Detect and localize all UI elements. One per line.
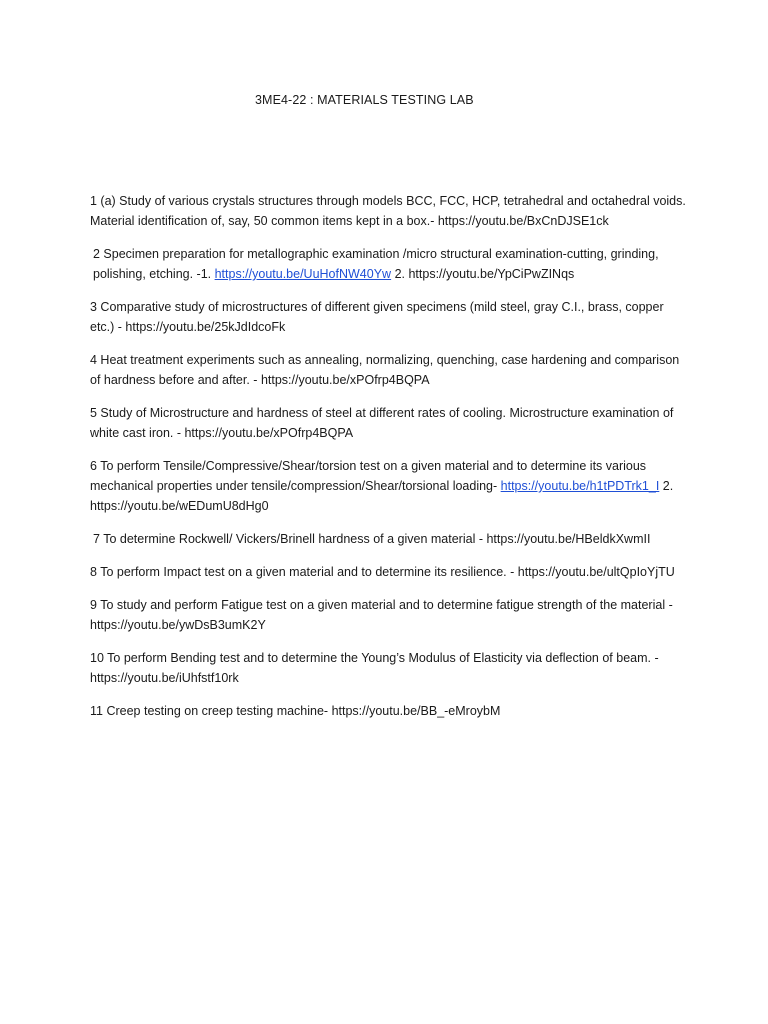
video-link[interactable]: https://youtu.be/UuHofNW40Yw [214, 267, 392, 281]
list-item [90, 648, 690, 688]
item-text: 7 To determine Rockwell/ Vickers/Brinell hardness of a given material - https://youtu.be/HBeldkXwmII [93, 532, 651, 546]
item-text: 10 To perform Bending test and to determine the Young’s Modulus of Elasticity via deflection of beam. - https://youtu.be/iUhfstf10rk [90, 651, 659, 685]
item-text: 2. https://youtu.be/wEDumU8dHg0 [90, 479, 674, 513]
list-item [90, 562, 690, 582]
list-item [90, 350, 690, 390]
experiment-list [90, 191, 690, 734]
item-text: 1 (a) Study of various crystals structures through models BCC, FCC, HCP, tetrahedral and octahedral voids. Material identification of, say, 50 common items kept in a box.- https://youtu.be/BxCnDJSE1ck [90, 194, 686, 228]
list-item [90, 595, 690, 635]
item-text: 5 Study of Microstructure and hardness of steel at different rates of cooling. Microstructure examination of white cast iron. - https://youtu.be/xPOfrp4BQPA [90, 406, 674, 440]
item-text: 8 To perform Impact test on a given material and to determine its resilience. - https://youtu.be/ultQpIoYjTU [90, 565, 675, 579]
list-item [90, 244, 690, 284]
list-item [90, 191, 690, 231]
item-text: 11 Creep testing on creep testing machine- https://youtu.be/BB_-eMroybM [90, 704, 501, 718]
list-item [90, 403, 690, 443]
list-item [90, 701, 690, 721]
item-text: 2. https://youtu.be/YpCiPwZINqs [391, 267, 575, 281]
item-text: 4 Heat treatment experiments such as annealing, normalizing, quenching, case hardening and comparison of hardness before and after. - https://youtu.be/xPOfrp4BQPA [90, 353, 680, 387]
item-text: 9 To study and perform Fatigue test on a given material and to determine fatigue strength of the material - https://youtu.be/ywDsB3umK2Y [90, 598, 673, 632]
list-item [90, 456, 690, 516]
item-text: 3 Comparative study of microstructures of different given specimens (mild steel, gray C.I., brass, copper etc.) - https://youtu.be/25kJdIdcoFk [90, 300, 664, 334]
list-item [90, 529, 690, 549]
list-item [90, 297, 690, 337]
item-text: 2 Specimen preparation for metallographic examination /micro structural examination-cutting, grinding, polishing, etching. -1. [93, 247, 659, 281]
item-text: 6 To perform Tensile/Compressive/Shear/torsion test on a given material and to determine its various mechanical properties under tensile/compression/Shear/torsional loading- [90, 459, 647, 493]
document-title: 3ME4-22 : MATERIALS TESTING LAB [255, 93, 474, 107]
video-link[interactable]: https://youtu.be/h1tPDTrk1_I [500, 479, 660, 493]
